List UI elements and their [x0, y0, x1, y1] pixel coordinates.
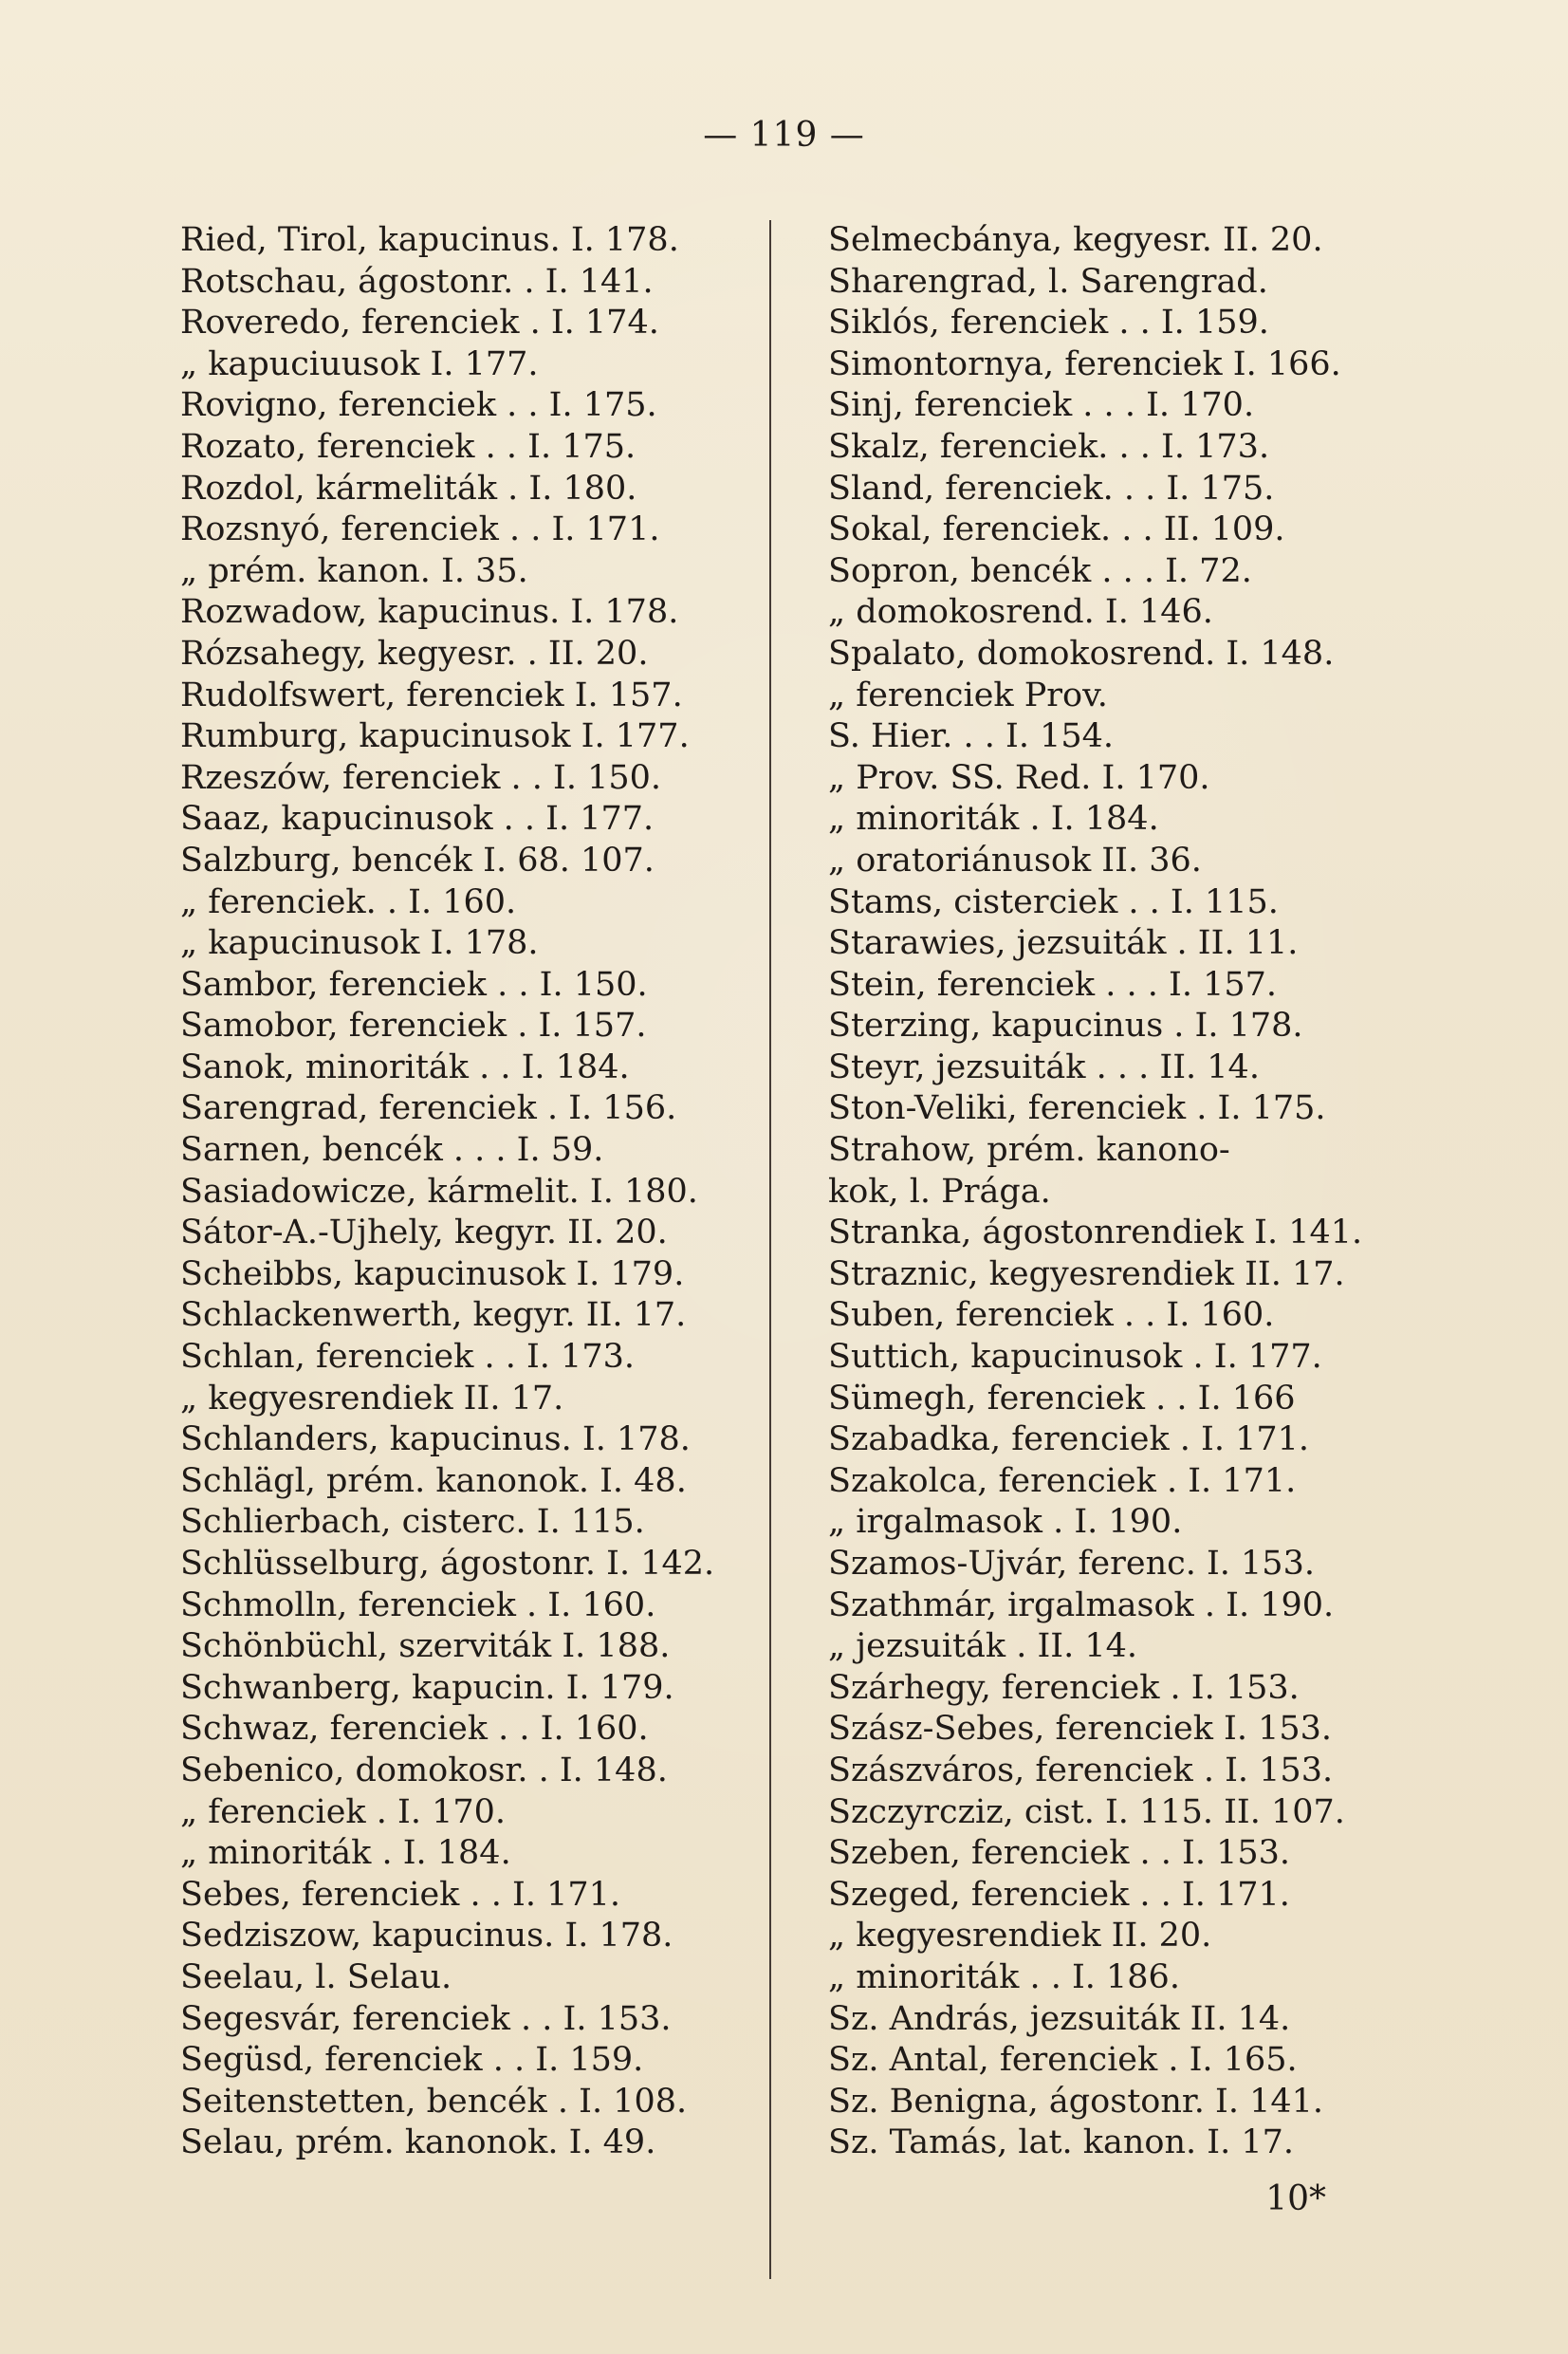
right-entry: Simontornya, ferenciek I. 166.	[828, 344, 1341, 383]
left-entry: Saaz, kapucinusok . . I. 177.	[180, 800, 655, 839]
right-entry: Ston-Veliki, ferenciek . I. 175.	[828, 1089, 1326, 1128]
left-entry: „ ferenciek. . I. 160.	[180, 882, 517, 921]
left-entry: Schwaz, ferenciek . . I. 160.	[180, 1710, 649, 1749]
right-entry: Sz. Benigna, ágostonr. I. 141.	[828, 2082, 1324, 2121]
left-entry: Rumburg, kapucinusok I. 177.	[180, 717, 690, 756]
right-entry: „ irgalmasok . I. 190.	[828, 1503, 1183, 1542]
left-entry: Rzeszów, ferenciek . . I. 150.	[180, 758, 662, 797]
left-entry: Sarengrad, ferenciek . I. 156.	[180, 1089, 677, 1128]
left-entry: „ kapuciuusok I. 177.	[180, 344, 539, 383]
left-entry: „ ferenciek . I. 170.	[180, 1792, 507, 1831]
right-entry: Starawies, jezsuiták . II. 11.	[828, 924, 1299, 963]
right-entry: Suttich, kapucinusok . I. 177.	[828, 1338, 1322, 1377]
left-entry: „ kapucinusok I. 178.	[180, 924, 539, 963]
right-entry: Sümegh, ferenciek . . I. 166	[828, 1379, 1296, 1418]
right-entry: Szeged, ferenciek . . I. 171.	[828, 1875, 1290, 1914]
left-entry: Sarnen, bencék . . . I. 59.	[180, 1131, 604, 1170]
right-entry: Szathmár, irgalmasok . I. 190.	[828, 1585, 1335, 1624]
left-entry: Salzburg, bencék I. 68. 107.	[180, 841, 655, 880]
left-entry: Samobor, ferenciek . I. 157.	[180, 1007, 647, 1046]
right-entry: „ domokosrend. I. 146.	[828, 593, 1213, 632]
left-entry: Sebenico, domokosr. . I. 148.	[180, 1751, 668, 1789]
left-entry: Sebes, ferenciek . . I. 171.	[180, 1875, 621, 1914]
right-entry: Szárhegy, ferenciek . I. 153.	[828, 1668, 1300, 1707]
column-divider	[769, 220, 771, 2279]
right-entry: Sz. András, jezsuiták II. 14.	[828, 1999, 1291, 2038]
right-entry: Szamos-Ujvár, ferenc. I. 153.	[828, 1545, 1315, 1583]
left-entry: Schlierbach, cisterc. I. 115.	[180, 1503, 645, 1542]
left-entry: „ prém. kanon. I. 35.	[180, 551, 528, 590]
left-entry: Rózsahegy, kegyesr. . II. 20.	[180, 634, 649, 673]
right-entry: Suben, ferenciek . . I. 160.	[828, 1296, 1275, 1335]
right-entry: Sz. Tamás, lat. kanon. I. 17.	[828, 2123, 1295, 2162]
right-entry: Steyr, jezsuiták . . . II. 14.	[828, 1047, 1260, 1086]
left-entry: Sasiadowicze, kármelit. I. 180.	[180, 1172, 698, 1211]
signature-mark: 10*	[1265, 2179, 1326, 2218]
right-entry: Spalato, domokosrend. I. 148.	[828, 634, 1335, 673]
right-entry: Sterzing, kapucinus . I. 178.	[828, 1007, 1303, 1046]
left-entry: Rozwadow, kapucinus. I. 178.	[180, 593, 679, 632]
right-entry: „ Prov. SS. Red. I. 170.	[828, 758, 1210, 797]
left-entry: Roveredo, ferenciek . I. 174.	[180, 304, 659, 343]
right-entry: „ oratoriánusok II. 36.	[828, 841, 1202, 880]
right-entry: Stams, cisterciek . . I. 115.	[828, 882, 1279, 921]
page-number: — 119 —	[703, 116, 865, 155]
left-entry: „ kegyesrendiek II. 17.	[180, 1379, 564, 1418]
right-entry: „ jezsuiták . II. 14.	[828, 1627, 1138, 1666]
right-entry: „ minoriták . . I. 186.	[828, 1957, 1180, 1996]
left-entry: Següsd, ferenciek . . I. 159.	[180, 2041, 644, 2080]
right-entry: S. Hier. . . I. 154.	[828, 717, 1115, 756]
right-entry: Szeben, ferenciek . . I. 153.	[828, 1834, 1291, 1873]
left-entry: Schlackenwerth, kegyr. II. 17.	[180, 1296, 687, 1335]
left-entry: Schlan, ferenciek . . I. 173.	[180, 1338, 635, 1377]
right-entry: Straznic, kegyesrendiek II. 17.	[828, 1254, 1345, 1293]
right-entry: Selmecbánya, kegyesr. II. 20.	[828, 221, 1323, 259]
right-entry: Sopron, bencék . . . I. 72.	[828, 551, 1252, 590]
left-entry: Sanok, minoriták . . I. 184.	[180, 1047, 630, 1086]
left-entry: Schlägl, prém. kanonok. I. 48.	[180, 1461, 687, 1500]
left-entry: Rudolfswert, ferenciek I. 157.	[180, 676, 683, 714]
left-entry: Sátor-A.-Ujhely, kegyr. II. 20.	[180, 1214, 668, 1252]
left-entry: Rozsnyó, ferenciek . . I. 171.	[180, 510, 660, 549]
right-entry: Sz. Antal, ferenciek . I. 165.	[828, 2041, 1298, 2080]
left-entry: Sedziszow, kapucinus. I. 178.	[180, 1917, 673, 1955]
right-entry: „ ferenciek Prov.	[828, 676, 1108, 714]
left-entry: Seelau, l. Selau.	[180, 1957, 452, 1996]
right-entry: Szász-Sebes, ferenciek I. 153.	[828, 1710, 1333, 1749]
right-entry: Strahow, prém. kanono-	[828, 1131, 1230, 1170]
left-entry: Schlüsselburg, ágostonr. I. 142.	[180, 1545, 715, 1583]
left-entry: Rovigno, ferenciek . . I. 175.	[180, 386, 657, 425]
left-entry: Rozdol, kármeliták . I. 180.	[180, 469, 637, 508]
right-entry: Skalz, ferenciek. . . I. 173.	[828, 427, 1270, 466]
right-column	[828, 220, 1407, 2164]
left-entry: Rotschau, ágostonr. . I. 141.	[180, 262, 654, 301]
left-column	[180, 220, 759, 2164]
left-entry: Schönbüchl, szerviták I. 188.	[180, 1627, 671, 1666]
right-entry: Szczyrcziz, cist. I. 115. II. 107.	[828, 1792, 1345, 1831]
left-entry: Schwanberg, kapucin. I. 179.	[180, 1668, 674, 1707]
left-entry: Segesvár, ferenciek . . I. 153.	[180, 1999, 672, 2038]
right-entry: Sharengrad, l. Sarengrad.	[828, 262, 1268, 301]
right-entry: Szakolca, ferenciek . I. 171.	[828, 1461, 1297, 1500]
left-entry: Ried, Tirol, kapucinus. I. 178.	[180, 221, 679, 259]
left-entry: Scheibbs, kapucinusok I. 179.	[180, 1254, 685, 1293]
right-entry: „ minoriták . I. 184.	[828, 800, 1159, 839]
right-entry: Sland, ferenciek. . . I. 175.	[828, 469, 1275, 508]
left-entry: Schmolln, ferenciek . I. 160.	[180, 1585, 656, 1624]
right-entry: Sinj, ferenciek . . . I. 170.	[828, 386, 1255, 425]
right-entry: Sokal, ferenciek. . . II. 109.	[828, 510, 1285, 549]
right-entry: Stranka, ágostonrendiek I. 141.	[828, 1214, 1363, 1252]
right-entry: „ kegyesrendiek II. 20.	[828, 1917, 1212, 1955]
right-entry: kok, l. Prága.	[828, 1172, 1051, 1211]
right-entry: Stein, ferenciek . . . I. 157.	[828, 965, 1277, 1004]
left-entry: Schlanders, kapucinus. I. 178.	[180, 1420, 691, 1459]
right-entry: Szabadka, ferenciek . I. 171.	[828, 1420, 1310, 1459]
right-entry: Szászváros, ferenciek . I. 153.	[828, 1751, 1334, 1789]
left-entry: Sambor, ferenciek . . I. 150.	[180, 965, 648, 1004]
left-entry: Seitenstetten, bencék . I. 108.	[180, 2082, 688, 2121]
right-entry: Siklós, ferenciek . . I. 159.	[828, 304, 1269, 343]
left-entry: Rozato, ferenciek . . I. 175.	[180, 427, 636, 466]
left-entry: „ minoriták . I. 184.	[180, 1834, 511, 1873]
left-entry: Selau, prém. kanonok. I. 49.	[180, 2123, 656, 2162]
